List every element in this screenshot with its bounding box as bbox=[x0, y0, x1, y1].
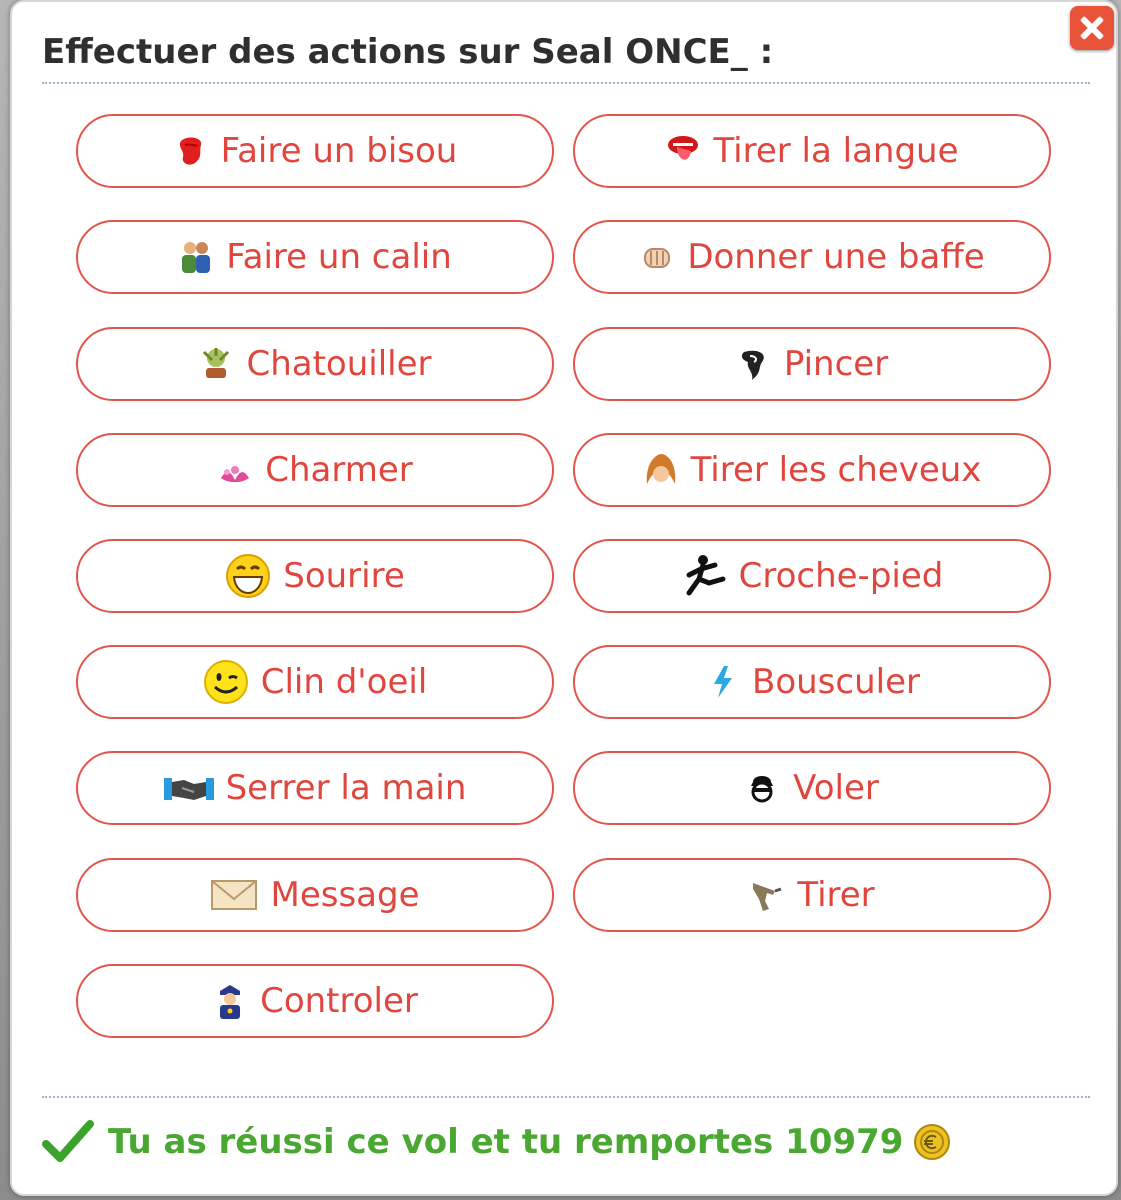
coin-icon bbox=[913, 1123, 951, 1161]
action-button-charmer[interactable] bbox=[76, 433, 554, 507]
action-button-tirer-la-langue[interactable] bbox=[573, 114, 1051, 188]
action-label: Chatouiller bbox=[246, 344, 432, 384]
action-label: Faire un calin bbox=[226, 237, 452, 277]
bottom-divider bbox=[42, 1096, 1090, 1098]
checkmark-icon bbox=[42, 1120, 94, 1164]
grin-smiley-icon bbox=[225, 553, 271, 599]
action-label: Croche-pied bbox=[738, 556, 944, 596]
action-button-faire-un-calin[interactable] bbox=[76, 220, 554, 294]
action-button-sourire[interactable] bbox=[76, 539, 554, 613]
action-label: Voler bbox=[793, 768, 879, 808]
action-button-tirer-les-cheveux[interactable] bbox=[573, 433, 1051, 507]
feather-icon bbox=[198, 346, 234, 382]
action-label: Faire un bisou bbox=[220, 131, 458, 171]
hug-icon bbox=[178, 239, 214, 275]
action-button-donner-une-baffe[interactable] bbox=[573, 220, 1051, 294]
thief-icon bbox=[745, 770, 781, 806]
status-text: Tu as réussi ce vol et tu remportes 10979 bbox=[108, 1122, 904, 1162]
action-button-bousculer[interactable] bbox=[573, 645, 1051, 719]
action-button-controler[interactable] bbox=[76, 964, 554, 1038]
close-icon[interactable] bbox=[1070, 6, 1114, 50]
hair-icon bbox=[643, 452, 679, 488]
status-message bbox=[42, 1120, 951, 1164]
action-label: Clin d'oeil bbox=[260, 662, 428, 702]
action-button-pincer[interactable] bbox=[573, 327, 1051, 401]
action-button-chatouiller[interactable] bbox=[76, 327, 554, 401]
action-button-faire-un-bisou[interactable] bbox=[76, 114, 554, 188]
fist-icon bbox=[639, 239, 675, 275]
action-label: Tirer les cheveux bbox=[690, 450, 982, 490]
dialog-title: Effectuer des actions sur Seal ONCE_ : bbox=[42, 32, 774, 72]
action-label: Charmer bbox=[265, 450, 413, 490]
action-label: Tirer la langue bbox=[713, 131, 959, 171]
actions-dialog bbox=[10, 0, 1118, 1196]
wink-smiley-icon bbox=[203, 659, 249, 705]
action-button-voler[interactable] bbox=[573, 751, 1051, 825]
envelope-icon bbox=[210, 877, 258, 913]
kick-icon bbox=[681, 553, 727, 599]
action-label: Pincer bbox=[783, 344, 889, 384]
tongue-icon bbox=[665, 133, 701, 169]
top-divider bbox=[42, 82, 1090, 84]
action-button-tirer[interactable] bbox=[573, 858, 1051, 932]
action-label: Serrer la main bbox=[225, 768, 467, 808]
action-label: Donner une baffe bbox=[687, 237, 985, 277]
pinch-icon bbox=[736, 346, 772, 382]
kiss-lips-icon bbox=[173, 133, 209, 169]
handshake-icon bbox=[164, 770, 214, 806]
action-button-croche-pied[interactable] bbox=[573, 539, 1051, 613]
police-officer-icon bbox=[212, 983, 248, 1019]
action-button-clin-doeil[interactable] bbox=[76, 645, 554, 719]
lightning-icon bbox=[704, 664, 740, 700]
action-label: Sourire bbox=[283, 556, 405, 596]
gun-icon bbox=[749, 877, 785, 913]
action-label: Message bbox=[270, 875, 420, 915]
action-label: Tirer bbox=[797, 875, 875, 915]
action-label: Bousculer bbox=[752, 662, 920, 702]
action-button-message[interactable] bbox=[76, 858, 554, 932]
action-label: Controler bbox=[260, 981, 418, 1021]
action-button-serrer-la-main[interactable] bbox=[76, 751, 554, 825]
flower-icon bbox=[217, 452, 253, 488]
